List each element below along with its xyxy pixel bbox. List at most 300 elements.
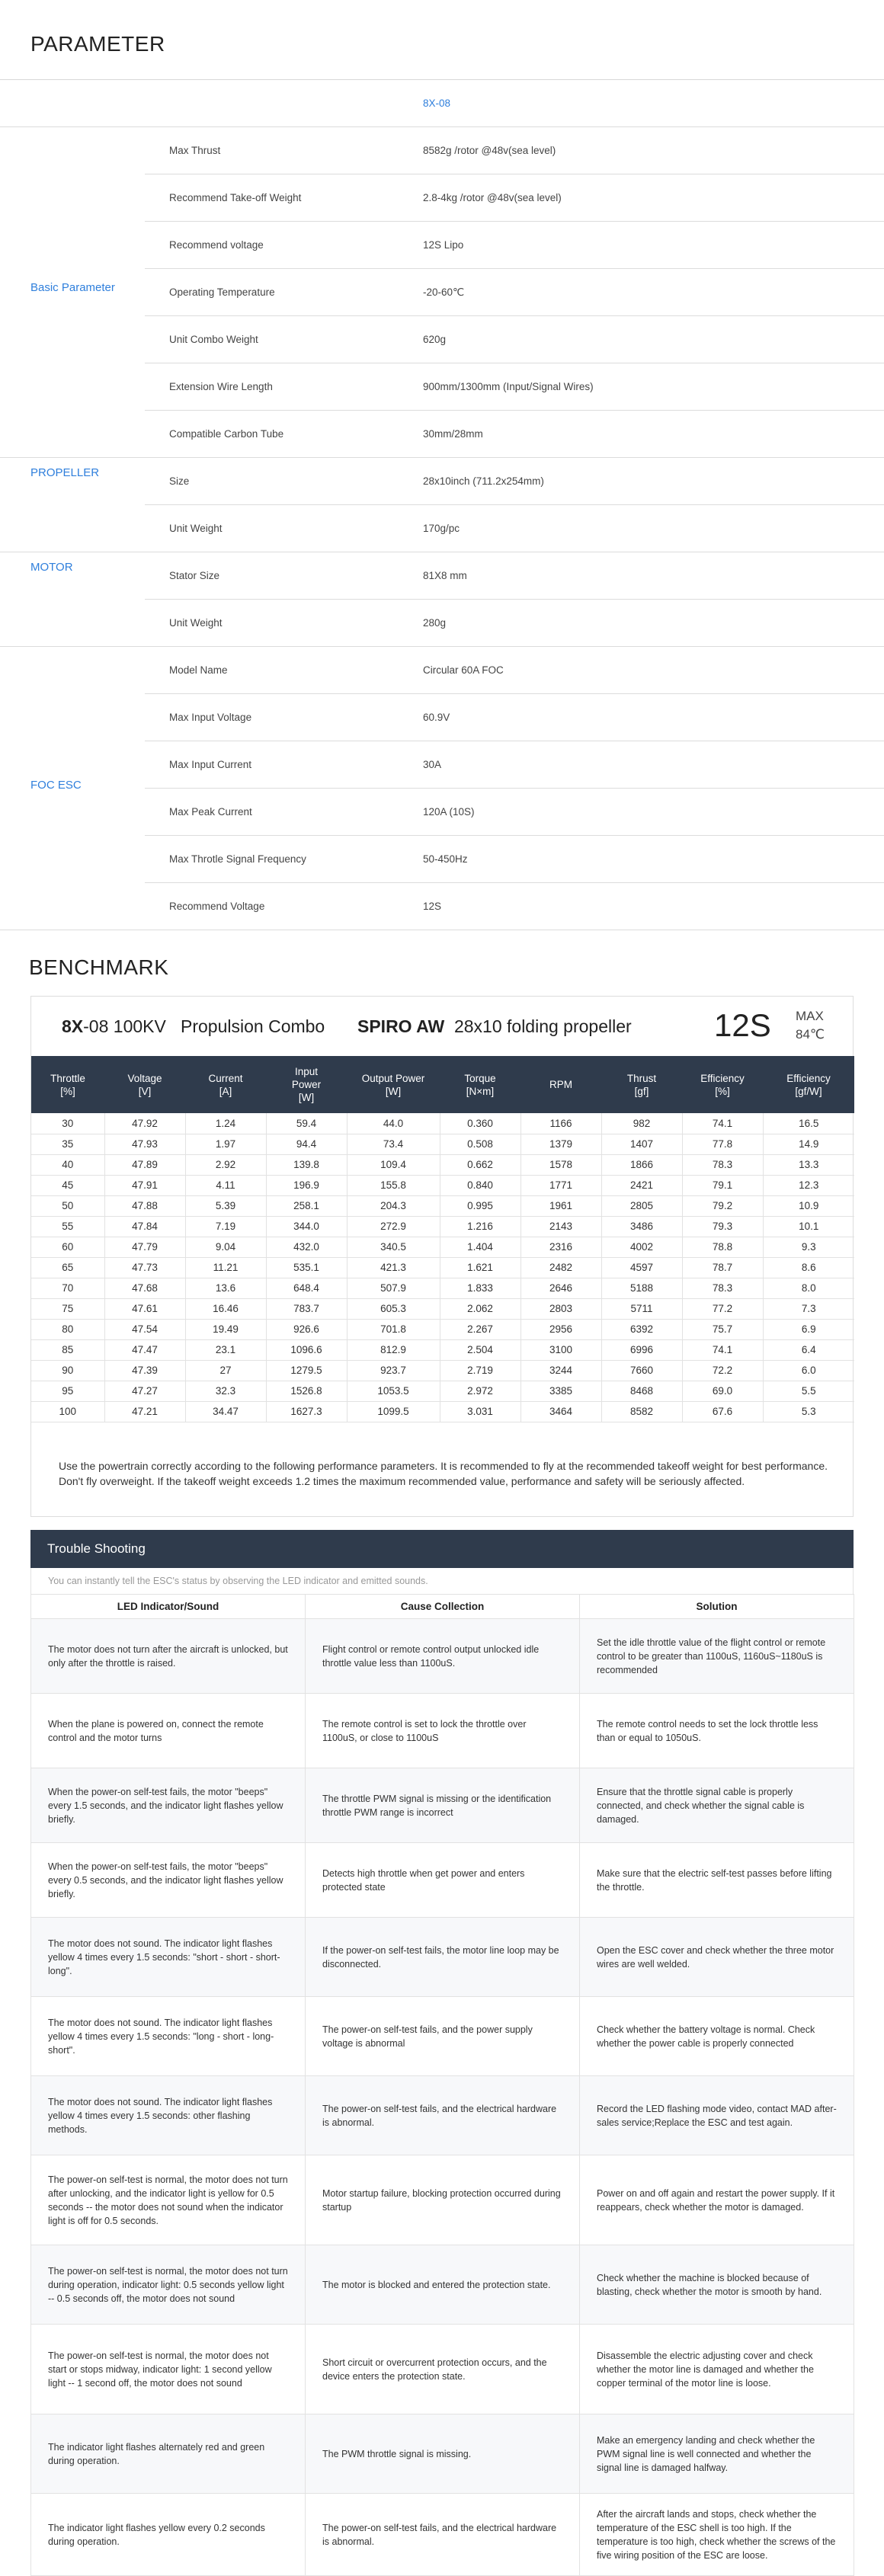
combo-model [62,1016,325,1037]
benchmark-cell: 812.9 [347,1339,440,1360]
param-row [0,363,884,411]
trouble-indicator-cell: The motor does not sound. The indicator light flashes yellow 4 times every 1.5 seconds: "long - short - long-short". [31,1997,306,2076]
benchmark-cell: 507.9 [347,1278,440,1298]
param-label: Unit Weight [169,617,223,629]
benchmark-cell: 47.73 [104,1257,185,1278]
benchmark-cell: 4597 [601,1257,682,1278]
trouble-row [31,2155,854,2245]
benchmark-cell: 701.8 [347,1319,440,1339]
trouble-cause-cell: The PWM throttle signal is missing. [306,2414,580,2494]
param-value: 30mm/28mm [423,428,483,440]
param-row [0,741,884,789]
param-value: 81X8 mm [423,570,467,581]
trouble-cause-cell: If the power-on self-test fails, the motor line loop may be disconnected. [306,1918,580,1997]
trouble-cause-cell: The motor is blocked and entered the protection state. [306,2245,580,2325]
trouble-solution-cell: Make sure that the electric self-test passes before lifting the throttle. [580,1843,854,1918]
benchmark-cell: 65 [31,1257,104,1278]
benchmark-cell: 67.6 [682,1401,763,1422]
benchmark-column-header: Output Power [W] [347,1056,440,1113]
benchmark-cell: 2646 [520,1278,601,1298]
benchmark-cell: 47.79 [104,1237,185,1257]
benchmark-cell: 69.0 [682,1381,763,1401]
trouble-subtitle: You can instantly tell the ESC's status by observing the LED indicator and emitted sounds. [30,1568,854,1594]
benchmark-cell: 0.360 [440,1113,520,1134]
benchmark-row [31,1319,854,1339]
benchmark-cell: 2805 [601,1195,682,1216]
benchmark-cell: 6.9 [763,1319,854,1339]
benchmark-cell: 47.27 [104,1381,185,1401]
param-label: Operating Temperature [169,286,275,298]
prop-bold: SPIRO AW [357,1016,445,1036]
trouble-row [31,1694,854,1768]
trouble-indicator-cell: The power-on self-test is normal, the motor does not turn after unlocking, and the indicator light is yellow for 0.5 seconds -- the motor does not sound when the indicator light is off for 0.5 seconds. [31,2155,306,2245]
benchmark-row [31,1134,854,1154]
param-label: Recommend Take-off Weight [169,192,302,203]
benchmark-row [31,1195,854,1216]
benchmark-cell: 75 [31,1298,104,1319]
param-label: Unit Weight [169,523,223,534]
benchmark-cell: 1053.5 [347,1381,440,1401]
benchmark-cell: 13.3 [763,1154,854,1175]
benchmark-cell: 1.216 [440,1216,520,1237]
benchmark-cell: 47.92 [104,1113,185,1134]
benchmark-cell: 3464 [520,1401,601,1422]
benchmark-cell: 35 [31,1134,104,1154]
benchmark-note: Use the powertrain correctly according to the following performance parameters. It is recommended to fly at the recommended takeoff weight for best performance. Don't fly overweight. If the takeoff weight exceeds 1.2 times the maximum recommended value, performance and safety will be seriously affected. [59,1460,828,1487]
benchmark-cell: 1.97 [185,1134,266,1154]
benchmark-cell: 47.91 [104,1175,185,1195]
benchmark-cell: 85 [31,1339,104,1360]
trouble-table [30,1594,854,2576]
benchmark-cell: 90 [31,1360,104,1381]
trouble-indicator-cell: When the power-on self-test fails, the motor "beeps" every 0.5 seconds, and the indicator light flashes yellow briefly. [31,1843,306,1918]
benchmark-cell: 74.1 [682,1339,763,1360]
benchmark-cell: 47.61 [104,1298,185,1319]
model-name: 8X-08 [423,98,451,109]
benchmark-column-header: Efficiency [%] [682,1056,763,1113]
benchmark-column-header: RPM [520,1056,601,1113]
benchmark-cell: 27 [185,1360,266,1381]
trouble-solution-cell: Check whether the battery voltage is normal. Check whether the power cable is properly connected [580,1997,854,2076]
benchmark-cell: 47.88 [104,1195,185,1216]
trouble-solution-cell: Record the LED flashing mode video, contact MAD after-sales service;Replace the ESC and test again. [580,2076,854,2155]
param-group-label: Basic Parameter [30,281,115,294]
trouble-row [31,1768,854,1843]
trouble-cause-cell: Detects high throttle when get power and enters protected state [306,1843,580,1918]
param-row [0,552,884,600]
benchmark-cell: 59.4 [266,1113,347,1134]
benchmark-cell: 3385 [520,1381,601,1401]
trouble-indicator-cell: When the plane is powered on, connect the remote control and the motor turns [31,1694,306,1768]
param-value: 12S [423,901,442,912]
param-row [0,458,884,505]
trouble-cause-cell: Short circuit or overcurrent protection occurs, and the device enters the protection state. [306,2325,580,2414]
benchmark-row [31,1175,854,1195]
benchmark-cell: 2.972 [440,1381,520,1401]
benchmark-cell: 421.3 [347,1257,440,1278]
benchmark-cell: 8.0 [763,1278,854,1298]
benchmark-cell: 4002 [601,1237,682,1257]
benchmark-cell: 1096.6 [266,1339,347,1360]
benchmark-cell: 60 [31,1237,104,1257]
trouble-cause-cell: The remote control is set to lock the throttle over 1100uS, or close to 1100uS [306,1694,580,1768]
benchmark-row [31,1237,854,1257]
benchmark-cell: 926.6 [266,1319,347,1339]
benchmark-column-header: Thrust [gf] [601,1056,682,1113]
trouble-solution-cell: Open the ESC cover and check whether the three motor wires are well welded. [580,1918,854,1997]
benchmark-cell: 1407 [601,1134,682,1154]
benchmark-cell: 3100 [520,1339,601,1360]
combo-label: Propulsion Combo [181,1016,325,1036]
param-group-label: FOC ESC [30,779,82,792]
benchmark-title: BENCHMARK [29,955,169,979]
benchmark-cell: 19.49 [185,1319,266,1339]
benchmark-header [31,997,854,1056]
param-label: Recommend voltage [169,239,264,251]
param-value: 8582g /rotor @48v(sea level) [423,145,556,156]
benchmark-cell: 47.54 [104,1319,185,1339]
benchmark-cell: 344.0 [266,1216,347,1237]
param-value: 12S Lipo [423,239,464,251]
param-label: Extension Wire Length [169,381,273,392]
param-row [0,883,884,930]
benchmark-cell: 272.9 [347,1216,440,1237]
benchmark-cell: 78.3 [682,1278,763,1298]
trouble-cause-cell: The power-on self-test fails, and the electrical hardware is abnormal. [306,2494,580,2576]
benchmark-cell: 78.8 [682,1237,763,1257]
trouble-row [31,2414,854,2494]
benchmark-cell: 2803 [520,1298,601,1319]
benchmark-cell: 1578 [520,1154,601,1175]
benchmark-cell: 6996 [601,1339,682,1360]
benchmark-cell: 5711 [601,1298,682,1319]
benchmark-cell: 4.11 [185,1175,266,1195]
benchmark-cell: 10.1 [763,1216,854,1237]
param-row [0,411,884,458]
benchmark-cell: 40 [31,1154,104,1175]
benchmark-cell: 75.7 [682,1319,763,1339]
benchmark-cell: 1627.3 [266,1401,347,1422]
benchmark-cell: 34.47 [185,1401,266,1422]
benchmark-cell: 44.0 [347,1113,440,1134]
benchmark-cell: 1771 [520,1175,601,1195]
benchmark-body [31,1113,854,1422]
benchmark-column-header: Input Power [W] [266,1056,347,1113]
benchmark-cell: 0.840 [440,1175,520,1195]
benchmark-cell: 535.1 [266,1257,347,1278]
benchmark-row [31,1339,854,1360]
benchmark-cell: 47.21 [104,1401,185,1422]
benchmark-row [31,1154,854,1175]
param-group-label: PROPELLER [30,466,100,479]
benchmark-cell: 9.3 [763,1237,854,1257]
param-label: Max Peak Current [169,806,252,818]
prop-rest: 28x10 folding propeller [453,1016,632,1036]
param-value: 2.8-4kg /rotor @48v(sea level) [423,192,562,203]
model-rest: -08 100KV [83,1016,166,1036]
benchmark-cell: 1099.5 [347,1401,440,1422]
benchmark-cell: 8582 [601,1401,682,1422]
trouble-solution-cell: After the aircraft lands and stops, check whether the temperature of the ESC shell is too high. If the temperature is too high, check whether the screws of the five wiring position of the ESC are loose. [580,2494,854,2576]
trouble-row [31,2494,854,2576]
benchmark-column-header: Voltage [V] [104,1056,185,1113]
model-bold: 8X [62,1016,84,1036]
param-label: Model Name [169,664,228,676]
param-value: 28x10inch (711.2x254mm) [423,475,544,487]
benchmark-row [31,1360,854,1381]
benchmark-cell: 79.3 [682,1216,763,1237]
benchmark-cell: 8.6 [763,1257,854,1278]
param-row [0,316,884,363]
benchmark-cell: 2.267 [440,1319,520,1339]
trouble-solution-cell: Ensure that the throttle signal cable is properly connected, and check whether the signal cable is damaged. [580,1768,854,1843]
benchmark-cell: 2.504 [440,1339,520,1360]
benchmark-cell: 5.3 [763,1401,854,1422]
benchmark-cell: 1866 [601,1154,682,1175]
param-label: Size [169,475,190,487]
benchmark-cell: 78.7 [682,1257,763,1278]
trouble-indicator-cell: The power-on self-test is normal, the motor does not turn during operation, indicator light: 0.5 seconds yellow light -- 0.5 seconds off, the motor does not sound [31,2245,306,2325]
benchmark-cell: 2143 [520,1216,601,1237]
param-row [0,600,884,647]
benchmark-cell: 109.4 [347,1154,440,1175]
benchmark-cell: 1961 [520,1195,601,1216]
trouble-indicator-cell: The indicator light flashes alternately red and green during operation. [31,2414,306,2494]
benchmark-cell: 14.9 [763,1134,854,1154]
benchmark-cell: 0.662 [440,1154,520,1175]
trouble-solution-cell: Disassemble the electric adjusting cover and check whether the motor line is damaged and whether the copper terminal of the motor line is loose. [580,2325,854,2414]
benchmark-cell: 47.89 [104,1154,185,1175]
benchmark-cell: 258.1 [266,1195,347,1216]
max-temp-value: 84℃ [796,1027,825,1042]
benchmark-cell: 1379 [520,1134,601,1154]
benchmark-cell: 70 [31,1278,104,1298]
benchmark-cell: 5188 [601,1278,682,1298]
trouble-row [31,1997,854,2076]
benchmark-cell: 47.84 [104,1216,185,1237]
benchmark-cell: 73.4 [347,1134,440,1154]
trouble-row [31,2076,854,2155]
trouble-cause-cell: The power-on self-test fails, and the electrical hardware is abnormal. [306,2076,580,2155]
param-value: -20-60℃ [423,286,465,298]
benchmark-cell: 94.4 [266,1134,347,1154]
parameter-table [0,79,884,930]
benchmark-cell: 5.39 [185,1195,266,1216]
trouble-row [31,1918,854,1997]
benchmark-cell: 155.8 [347,1175,440,1195]
param-row [0,174,884,222]
param-value: 280g [423,617,447,629]
benchmark-row [31,1216,854,1237]
benchmark-cell: 23.1 [185,1339,266,1360]
trouble-solution-cell: Power on and off again and restart the power supply. If it reappears, check whether the motor is damaged. [580,2155,854,2245]
param-value: 620g [423,334,447,345]
benchmark-cell: 32.3 [185,1381,266,1401]
param-value: 30A [423,759,442,770]
benchmark-cell: 2956 [520,1319,601,1339]
param-label: Stator Size [169,570,220,581]
benchmark-cell: 80 [31,1319,104,1339]
trouble-title: Trouble Shooting [30,1530,854,1568]
benchmark-cell: 2482 [520,1257,601,1278]
benchmark-cell: 50 [31,1195,104,1216]
benchmark-cell: 648.4 [266,1278,347,1298]
trouble-solution-cell: Check whether the machine is blocked because of blasting, check whether the motor is smooth by hand. [580,2245,854,2325]
benchmark-cell: 13.6 [185,1278,266,1298]
param-label: Max Thrust [169,145,221,156]
trouble-cause-cell: The power-on self-test fails, and the power supply voltage is abnormal [306,1997,580,2076]
max-temp [796,1007,825,1044]
benchmark-cell: 1.24 [185,1113,266,1134]
benchmark-cell: 47.93 [104,1134,185,1154]
benchmark-cell: 7.19 [185,1216,266,1237]
benchmark-cell: 1.404 [440,1237,520,1257]
benchmark-cell: 74.1 [682,1113,763,1134]
benchmark-cell: 16.46 [185,1298,266,1319]
benchmark-column-header: Efficiency [gf/W] [763,1056,854,1113]
trouble-solution-cell: Make an emergency landing and check whether the PWM signal line is well connected and whether the signal line is damaged halfway. [580,2414,854,2494]
trouble-indicator-cell: The power-on self-test is normal, the motor does not start or stops midway, indicator light: 1 second yellow light -- 1 second off, the motor does not sound [31,2325,306,2414]
trouble-indicator-cell: When the power-on self-test fails, the motor "beeps" every 1.5 seconds, and the indicator light flashes yellow briefly. [31,1768,306,1843]
benchmark-cell: 10.9 [763,1195,854,1216]
benchmark-row [31,1113,854,1134]
benchmark-cell: 2.062 [440,1298,520,1319]
benchmark-row [31,1257,854,1278]
benchmark-cell: 77.8 [682,1134,763,1154]
param-label: Max Input Voltage [169,712,252,723]
max-label: MAX [796,1009,824,1023]
benchmark-cell: 2316 [520,1237,601,1257]
benchmark-cell: 6.0 [763,1360,854,1381]
benchmark-cell: 1.833 [440,1278,520,1298]
benchmark-cell: 79.1 [682,1175,763,1195]
benchmark-column-header: Throttle [%] [31,1056,104,1113]
benchmark-cell: 196.9 [266,1175,347,1195]
benchmark-cell: 783.7 [266,1298,347,1319]
param-group-label: MOTOR [30,561,73,574]
trouble-solution-cell: The remote control needs to set the lock throttle less than or equal to 1050uS. [580,1694,854,1768]
trouble-row [31,1843,854,1918]
combo-propeller [357,1016,632,1037]
voltage-label: 12S [714,1007,771,1043]
trouble-cause-cell: Motor startup failure, blocking protection occurred during startup [306,2155,580,2245]
benchmark-cell: 3244 [520,1360,601,1381]
param-row [0,789,884,836]
benchmark-cell: 77.2 [682,1298,763,1319]
param-row [0,127,884,174]
trouble-indicator-cell: The motor does not turn after the aircraft is unlocked, but only after the throttle is raised. [31,1619,306,1694]
benchmark-cell: 6.4 [763,1339,854,1360]
benchmark-table [31,1056,854,1422]
benchmark-cell: 79.2 [682,1195,763,1216]
benchmark-cell: 7660 [601,1360,682,1381]
benchmark-cell: 30 [31,1113,104,1134]
benchmark-row [31,1298,854,1319]
trouble-row [31,2325,854,2414]
benchmark-cell: 45 [31,1175,104,1195]
parameter-title: PARAMETER [30,32,165,56]
trouble-indicator-cell: The indicator light flashes yellow every 0.2 seconds during operation. [31,2494,306,2576]
benchmark-cell: 204.3 [347,1195,440,1216]
benchmark-cell: 72.2 [682,1360,763,1381]
param-label: Max Input Current [169,759,252,770]
benchmark-cell: 2.92 [185,1154,266,1175]
param-label: Compatible Carbon Tube [169,428,284,440]
trouble-indicator-cell: The motor does not sound. The indicator light flashes yellow 4 times every 1.5 seconds: other flashing methods. [31,2076,306,2155]
benchmark-cell: 47.68 [104,1278,185,1298]
benchmark-cell: 8468 [601,1381,682,1401]
param-label: Max Throtle Signal Frequency [169,853,306,865]
param-row [0,836,884,883]
benchmark-cell: 2.719 [440,1360,520,1381]
benchmark-cell: 6392 [601,1319,682,1339]
param-row [0,222,884,269]
benchmark-cell: 12.3 [763,1175,854,1195]
benchmark-column-header: Current [A] [185,1056,266,1113]
benchmark-cell: 1279.5 [266,1360,347,1381]
param-row [0,694,884,741]
benchmark-cell: 78.3 [682,1154,763,1175]
benchmark-cell: 1526.8 [266,1381,347,1401]
benchmark-cell: 5.5 [763,1381,854,1401]
param-value: 900mm/1300mm (Input/Signal Wires) [423,381,594,392]
trouble-indicator-cell: The motor does not sound. The indicator light flashes yellow 4 times every 1.5 seconds: "short - short - short-long". [31,1918,306,1997]
benchmark-cell: 982 [601,1113,682,1134]
benchmark-cell: 1.621 [440,1257,520,1278]
benchmark-cell: 3486 [601,1216,682,1237]
benchmark-cell: 9.04 [185,1237,266,1257]
param-value: Circular 60A FOC [423,664,504,676]
param-value: 120A (10S) [423,806,475,818]
trouble-row [31,1619,854,1694]
trouble-column-header: Cause Collection [306,1595,580,1619]
trouble-column-header: Solution [580,1595,854,1619]
benchmark-cell: 2421 [601,1175,682,1195]
benchmark-row [31,1278,854,1298]
trouble-cause-cell: Flight control or remote control output unlocked idle throttle value less than 1100uS. [306,1619,580,1694]
param-value: 50-450Hz [423,853,468,865]
benchmark-cell: 3.031 [440,1401,520,1422]
benchmark-cell: 340.5 [347,1237,440,1257]
benchmark-header-row [31,1056,854,1113]
benchmark-cell: 11.21 [185,1257,266,1278]
param-value: 60.9V [423,712,450,723]
benchmark-cell: 47.47 [104,1339,185,1360]
benchmark-cell: 7.3 [763,1298,854,1319]
benchmark-card [30,996,854,1517]
benchmark-cell: 139.8 [266,1154,347,1175]
benchmark-column-header: Torque [N×m] [440,1056,520,1113]
param-value: 170g/pc [423,523,460,534]
trouble-cause-cell: The throttle PWM signal is missing or the identification throttle PWM range is incorrect [306,1768,580,1843]
benchmark-cell: 16.5 [763,1113,854,1134]
benchmark-cell: 100 [31,1401,104,1422]
param-label: Recommend Voltage [169,901,265,912]
param-row [0,269,884,316]
benchmark-row [31,1401,854,1422]
benchmark-cell: 1166 [520,1113,601,1134]
param-label: Unit Combo Weight [169,334,258,345]
benchmark-cell: 432.0 [266,1237,347,1257]
trouble-row [31,2245,854,2325]
benchmark-cell: 0.508 [440,1134,520,1154]
trouble-column-header: LED Indicator/Sound [31,1595,306,1619]
benchmark-cell: 95 [31,1381,104,1401]
trouble-body [31,1619,854,2576]
trouble-header-row [31,1595,854,1619]
benchmark-cell: 0.995 [440,1195,520,1216]
trouble-solution-cell: Set the idle throttle value of the flight control or remote control to be greater than 1100uS, 1160uS~1180uS is recommended [580,1619,854,1694]
